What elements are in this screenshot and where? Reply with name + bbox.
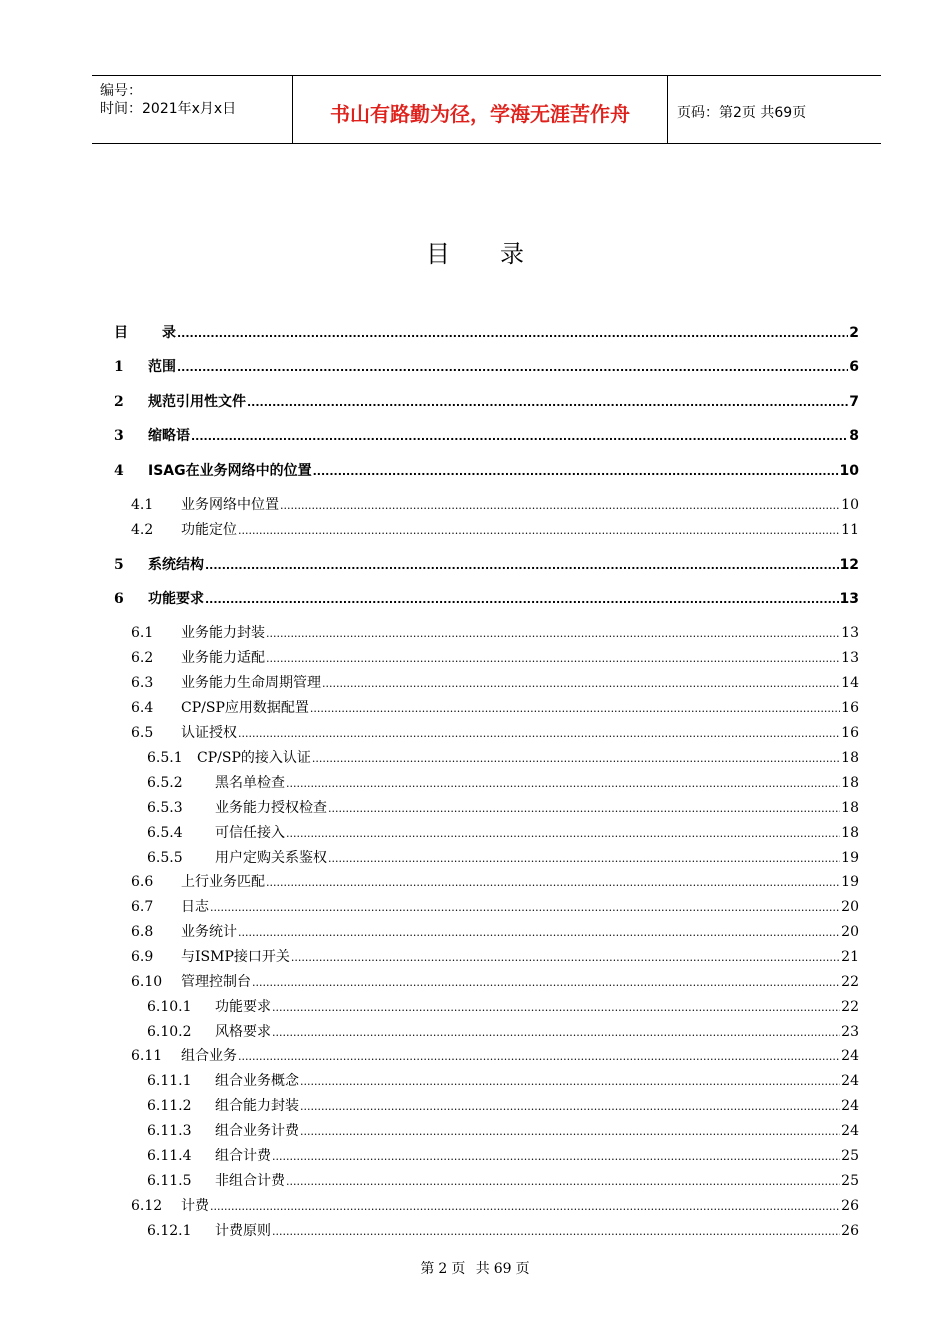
page-footer [0,1258,950,1278]
toc-dot-leader [238,723,840,744]
toc-entry-line [148,392,859,413]
toc-entry-number: 6.4 [131,700,154,716]
toc-entry[interactable] [0,947,950,967]
toc-entry[interactable] [0,997,950,1017]
header-right-cell [667,76,881,143]
toc-entry-line [215,1022,859,1043]
toc-entry-number: 4.2 [131,522,154,538]
footer-suffix: 页 [515,1261,530,1277]
toc-entry-title: 风格要求 [215,1024,271,1040]
toc-entry-line [197,748,859,769]
toc-entry-number: 6.12 [131,1198,163,1214]
toc-entry-line [181,872,859,893]
toc-entry-page: 18 [841,775,859,791]
toc-dot-leader [177,323,848,344]
toc-entry[interactable] [0,773,950,793]
toc-entry-line [162,323,859,344]
toc-entry-number: 6.5 [131,725,154,741]
toc-entry-number: 3 [114,428,124,444]
toc-entry[interactable] [0,823,950,843]
toc-entry-line [215,997,859,1018]
toc-dot-leader [210,1196,840,1217]
page-header [92,75,881,144]
toc-entry[interactable] [0,520,950,540]
toc-entry-title: 规范引用性文件 [148,394,246,410]
header-page-label: 页码：第2页 共69页 [677,105,807,121]
toc-entry-number: 6.7 [131,899,154,915]
toc-entry-number: 6.5.1 [147,750,183,766]
toc-entry-line [148,589,859,610]
toc-entry-title: 业务统计 [181,924,237,940]
toc-entry[interactable] [0,589,950,609]
toc-entry-line [215,1221,859,1242]
toc-entry-title: 可信任接入 [215,825,285,841]
toc-entry-page: 6 [849,359,859,375]
toc-entry-page: 22 [841,999,859,1015]
toc-entry-line [181,623,859,644]
toc-entry-page: 21 [841,949,859,965]
toc-entry-page: 11 [841,522,859,538]
toc-entry-line [215,1171,859,1192]
toc-entry-number: 6.8 [131,924,154,940]
toc-entry-line [181,1046,859,1067]
toc-dot-leader [247,392,848,413]
toc-entry-page: 22 [841,974,859,990]
toc-entry[interactable] [0,1121,950,1141]
toc-entry-number: 6.5.4 [147,825,183,841]
toc-entry-page: 16 [841,725,859,741]
toc-entry[interactable] [0,426,950,446]
toc-entry-number: 6.6 [131,874,154,890]
toc-entry-title: 计费原则 [215,1223,271,1239]
toc-entry-number: 6.11.2 [147,1098,192,1114]
toc-dot-leader [280,495,840,516]
toc-dot-leader [291,947,840,968]
toc-entry-line [148,357,859,378]
toc-dot-leader [272,1146,840,1167]
toc-entry[interactable] [0,922,950,942]
toc-entry-line [181,698,859,719]
toc-dot-leader [210,897,840,918]
toc-entry-line [215,1146,859,1167]
footer-total-pages: 69 [493,1261,512,1277]
toc-entry[interactable] [0,357,950,377]
toc-entry-title: 日志 [181,899,209,915]
toc-entry-page: 24 [841,1123,859,1139]
toc-entry[interactable] [0,1096,950,1116]
toc-entry-number: 4.1 [131,497,154,513]
toc-entry-line [148,461,859,482]
toc-entry[interactable] [0,1046,950,1066]
toc-entry-line [181,1196,859,1217]
toc-entry[interactable] [0,1022,950,1042]
toc-entry[interactable] [0,748,950,768]
toc-entry-title: 管理控制台 [181,974,251,990]
toc-entry-page: 8 [849,428,859,444]
toc-entry-title: 用户定购关系鉴权 [215,850,327,866]
toc-dot-leader [266,872,840,893]
toc-entry[interactable] [0,1171,950,1191]
toc-entry-number: 6.11 [131,1048,163,1064]
toc-dot-leader [300,1096,840,1117]
toc-entry-number: 6.10.1 [147,999,192,1015]
header-left-cell [92,76,292,143]
toc-entry-page: 20 [841,899,859,915]
toc-dot-leader [252,972,840,993]
toc-entry-title: 功能要求 [148,591,204,607]
toc-entry-title: 计费 [181,1198,209,1214]
toc-entry-title: 业务能力生命周期管理 [181,675,321,691]
toc-entry-line [181,897,859,918]
toc-entry-number: 4 [114,463,124,479]
toc-entry-number: 6.5.2 [147,775,183,791]
toc-entry-number: 1 [114,359,124,375]
toc-entry-page: 25 [841,1173,859,1189]
toc-dot-leader [191,426,848,447]
toc-entry[interactable] [0,872,950,892]
toc-entry-line [181,723,859,744]
toc-entry-number: 6.5.5 [147,850,183,866]
toc-dot-leader [272,1221,840,1242]
toc-entry-title: 功能定位 [181,522,237,538]
toc-entry-page: 24 [841,1098,859,1114]
toc-dot-leader [286,773,840,794]
toc-entry[interactable] [0,1146,950,1166]
toc-dot-leader [286,1171,840,1192]
toc-entry-title: 业务网络中位置 [181,497,279,513]
toc-dot-leader [272,997,840,1018]
toc-entry[interactable] [0,798,950,818]
toc-dot-leader [238,520,840,541]
toc-entry-title: CP/SP应用数据配置 [181,700,309,716]
toc-entry[interactable] [0,323,950,343]
toc-entry-number: 6.10 [131,974,163,990]
toc-entry-title: 认证授权 [181,725,237,741]
toc-entry-line [215,848,859,869]
footer-mid: 页 共 [451,1261,490,1277]
toc-entry[interactable] [0,698,950,718]
toc-entry-number: 2 [114,394,124,410]
toc-entry-line [181,922,859,943]
footer-prefix: 第 [420,1261,435,1277]
toc-entry[interactable] [0,1196,950,1216]
toc-dot-leader [238,922,840,943]
toc-entry[interactable] [0,673,950,693]
toc-entry-line [181,972,859,993]
toc-dot-leader [322,673,840,694]
toc-entry-page: 19 [841,874,859,890]
toc-dot-leader [205,589,839,610]
toc-entry-number: 6.12.1 [147,1223,192,1239]
toc-dot-leader [266,648,840,669]
toc-entry[interactable] [0,495,950,515]
toc-entry-line [181,947,859,968]
toc-entry-page: 14 [841,675,859,691]
toc-entry-number: 6.2 [131,650,154,666]
toc-entry-title: 缩略语 [148,428,190,444]
toc-entry-page: 24 [841,1073,859,1089]
header-motto: 书山有路勤为径，学海无涯苦作舟 [330,102,630,126]
toc-entry-number: 6.11.3 [147,1123,192,1139]
toc-dot-leader [300,1071,840,1092]
toc-entry-title: 与ISMP接口开关 [181,949,290,965]
toc-entry-page: 16 [841,700,859,716]
toc-entry-title: 系统结构 [148,557,204,573]
toc-entry-page: 23 [841,1024,859,1040]
toc-dot-leader [266,623,840,644]
toc-entry-line [215,1096,859,1117]
toc-dot-leader [177,357,848,378]
toc-dot-leader [328,848,840,869]
toc-entry-number: 6.5.3 [147,800,183,816]
toc-entry-line [215,823,859,844]
toc-entry-page: 20 [841,924,859,940]
toc-entry-number: 6.11.5 [147,1173,192,1189]
toc-entry-title: 非组合计费 [215,1173,285,1189]
header-middle-cell [292,76,668,143]
toc-entry-number: 6.10.2 [147,1024,192,1040]
toc-dot-leader [328,798,840,819]
toc-entry-page: 19 [841,850,859,866]
toc-entry-title: 黑名单检查 [215,775,285,791]
toc-entry-title: CP/SP的接入认证 [197,750,311,766]
toc-entry-number: 目 [114,325,128,341]
toc-entry-title: 业务能力适配 [181,650,265,666]
toc-entry-page: 18 [841,800,859,816]
toc-entry-title: 范围 [148,359,176,375]
toc-entry-line [215,773,859,794]
toc-entry-line [215,798,859,819]
toc-entry-title: 组合业务计费 [215,1123,299,1139]
toc-entry-page: 24 [841,1048,859,1064]
toc-entry-line [148,426,859,447]
toc-dot-leader [310,698,840,719]
toc-dot-leader [272,1022,840,1043]
toc-entry[interactable] [0,461,950,481]
toc-entry-title: 组合计费 [215,1148,271,1164]
toc-dot-leader [238,1046,840,1067]
document-code-label: 编号： [100,83,142,99]
toc-entry-line [181,520,859,541]
toc-entry-title: 组合能力封装 [215,1098,299,1114]
toc-dot-leader [300,1121,840,1142]
toc-entry[interactable] [0,623,950,643]
toc-entry-page: 18 [841,750,859,766]
toc-entry-line [215,1071,859,1092]
toc-entry-number: 5 [114,557,124,573]
toc-dot-leader [312,748,840,769]
toc-entry[interactable] [0,1221,950,1241]
toc-entry-page: 2 [849,325,859,341]
toc-entry-title: 录 [162,325,176,341]
toc-dot-leader [205,555,839,576]
toc-heading: 目录 [426,240,574,268]
toc-entry[interactable] [0,848,950,868]
toc-entry-number: 6.11.1 [147,1073,192,1089]
toc-dot-leader [313,461,839,482]
toc-entry[interactable] [0,723,950,743]
toc-entry-line [181,648,859,669]
toc-entry-page: 10 [839,463,859,479]
toc-entry-number: 6.11.4 [147,1148,192,1164]
toc-entry-line [181,495,859,516]
toc-entry[interactable] [0,897,950,917]
toc-entry-page: 10 [841,497,859,513]
toc-entry-page: 18 [841,825,859,841]
toc-entry-page: 12 [839,557,859,573]
toc-entry-page: 26 [841,1223,859,1239]
toc-entry-line [215,1121,859,1142]
toc-entry-page: 26 [841,1198,859,1214]
toc-entry-title: 组合业务概念 [215,1073,299,1089]
toc-entry-number: 6 [114,591,124,607]
toc-entry[interactable] [0,1071,950,1091]
toc-dot-leader [286,823,840,844]
toc-entry-title: 上行业务匹配 [181,874,265,890]
toc-entry[interactable] [0,648,950,668]
toc-entry-page: 13 [841,625,859,641]
toc-entry[interactable] [0,555,950,575]
toc-entry-line [148,555,859,576]
toc-entry-number: 6.3 [131,675,154,691]
document-time-label: 时间：2021年x月x日 [100,101,237,117]
toc-entry-line [181,673,859,694]
toc-entry-number: 6.9 [131,949,154,965]
toc-entry-number: 6.1 [131,625,154,641]
footer-page-number: 2 [438,1261,448,1277]
toc-entry-title: 组合业务 [181,1048,237,1064]
toc-entry-title: 功能要求 [215,999,271,1015]
toc-entry[interactable] [0,392,950,412]
toc-entry-title: 业务能力授权检查 [215,800,327,816]
toc-entry-title: 业务能力封装 [181,625,265,641]
toc-entry[interactable] [0,972,950,992]
toc-entry-page: 13 [841,650,859,666]
toc-entry-page: 25 [841,1148,859,1164]
toc-entry-page: 7 [849,394,859,410]
toc-entry-title: ISAG在业务网络中的位置 [148,463,312,479]
toc-entry-page: 13 [839,591,859,607]
